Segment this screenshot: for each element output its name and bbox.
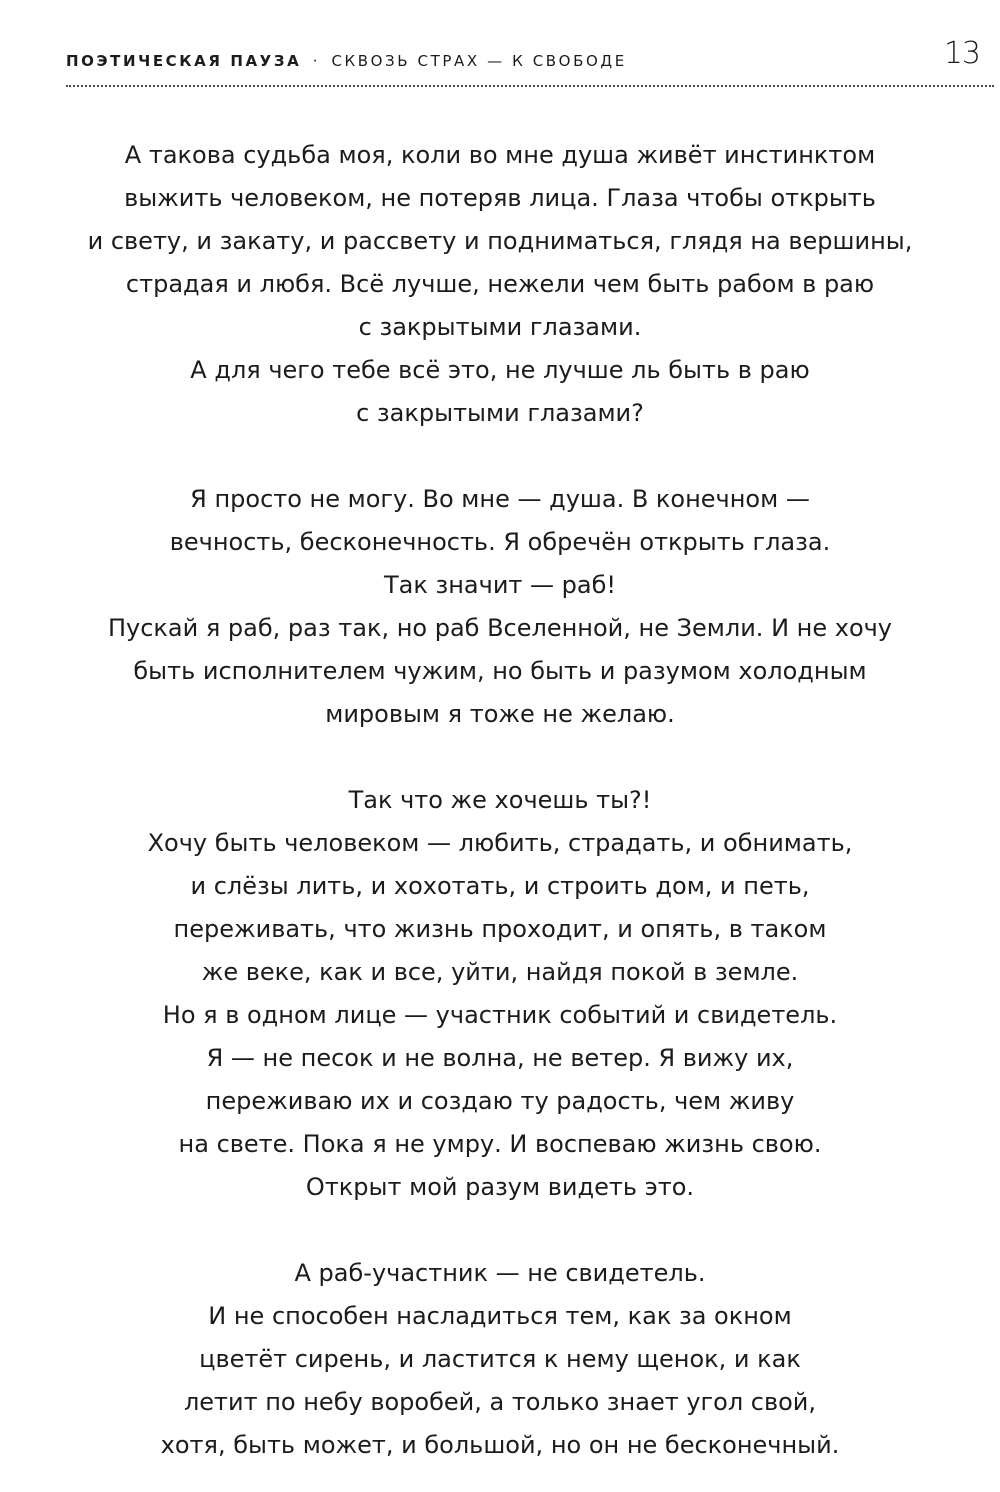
poem-line: и слёзы лить, и хохотать, и строить дом, и петь, [190,872,810,900]
poem-line: А такова судьба моя, коли во мне душа живёт инстинктом [124,141,876,169]
poem-line: с закрытыми глазами? [356,399,644,427]
poem-line: цветёт сирень, и ластится к нему щенок, и как [199,1345,801,1373]
poem-line: Так что же хочешь ты?! [348,786,652,814]
poem-line: Хочу быть человеком — любить, страдать, и обнимать, [147,829,853,857]
poem-line: с закрытыми глазами. [358,313,642,341]
poem-line: выжить человеком, не потеряв лица. Глаза чтобы открыть [124,184,876,212]
section-title: ПОЭТИЧЕСКАЯ ПАУЗА [66,52,302,70]
header-divider [66,85,994,87]
running-header [66,52,627,70]
stanza [0,1252,1000,1467]
poem-line: переживаю их и создаю ту радость, чем живу [205,1087,795,1115]
poem-line: же веке, как и все, уйти, найдя покой в земле. [201,958,799,986]
poem-line: Я просто не могу. Во мне — душа. В конечном — [190,485,810,513]
poem-line: переживать, что жизнь проходит, и опять, в таком [173,915,827,943]
poem-text [0,134,1000,1467]
poem-line: страдая и любя. Всё лучше, нежели чем быть рабом в раю [125,270,875,298]
poem-line: летит по небу воробей, а только знает угол свой, [183,1388,817,1416]
poem-line: Пускай я раб, раз так, но раб Вселенной, не Земли. И не хочу [107,614,893,642]
poem-line: А для чего тебе всё это, не лучше ль быть в раю [190,356,810,384]
stanza [0,478,1000,736]
poem-line: хотя, быть может, и большой, но он не бесконечный. [160,1431,840,1459]
stanza [0,134,1000,435]
poem-line: Но я в одном лице — участник событий и свидетель. [162,1001,838,1029]
poem-line: и свету, и закату, и рассвету и подниматься, глядя на вершины, [87,227,913,255]
chapter-title: СКВОЗЬ СТРАХ — К СВОБОДЕ [331,52,627,70]
poem-line: Открыт мой разум видеть это. [305,1173,695,1201]
poem-line: мировым я тоже не желаю. [325,700,675,728]
poem-line: вечность, бесконечность. Я обречён открыть глаза. [169,528,831,556]
poem-line: И не способен насладиться тем, как за окном [208,1302,792,1330]
stanza [0,779,1000,1209]
page-number: 13 [943,36,980,71]
header-separator: · [312,52,321,70]
poem-line: быть исполнителем чужим, но быть и разумом холодным [133,657,867,685]
poem-line: на свете. Пока я не умру. И воспеваю жизнь свою. [178,1130,822,1158]
poem-line: Так значит — раб! [383,571,617,599]
poem-line: А раб-участник — не свидетель. [294,1259,706,1287]
poem-line: Я — не песок и не волна, не ветер. Я вижу их, [206,1044,794,1072]
